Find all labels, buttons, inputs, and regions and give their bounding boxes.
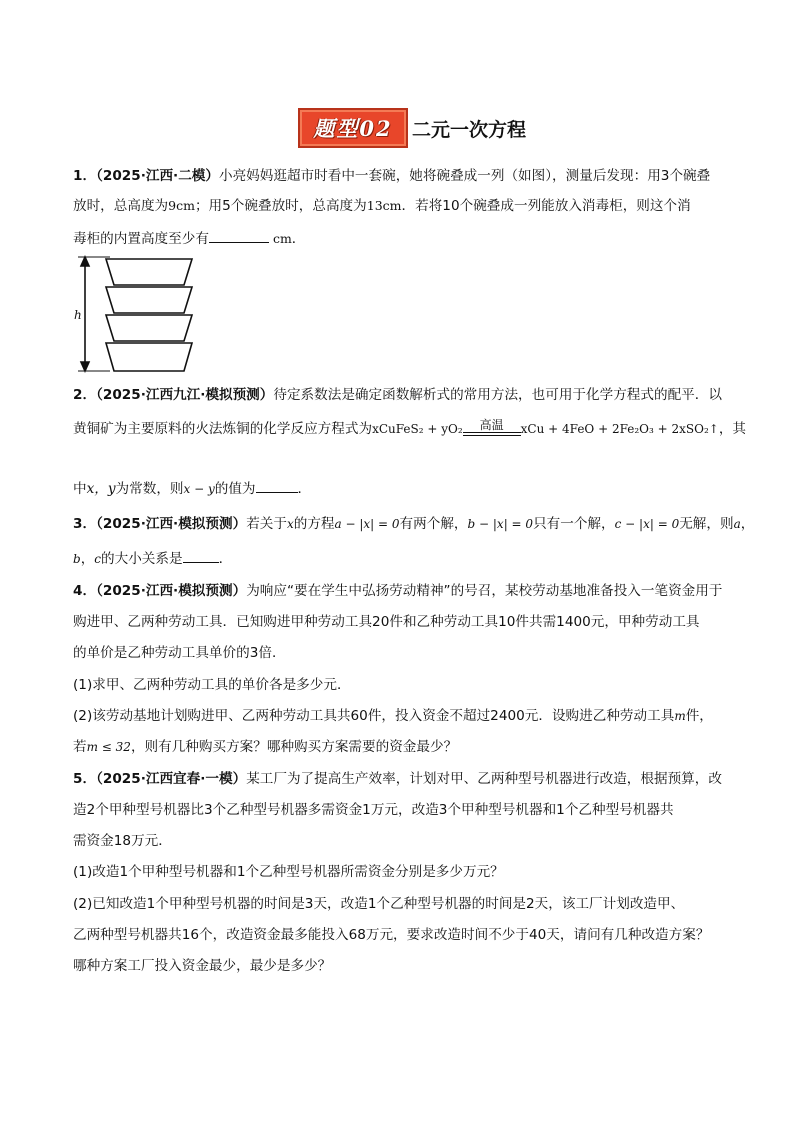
q4-line-3	[73, 643, 286, 663]
q2-reaction-condition: 高温	[479, 418, 504, 432]
q3-equation-b: b − |x| = 0	[467, 517, 534, 531]
q2-text-3a: 中	[73, 481, 87, 497]
q4-source: （2025·江西·模拟预测）	[96, 583, 247, 599]
height-arrow-top	[81, 257, 89, 266]
q2-line-3	[73, 478, 311, 499]
q3-text-2: 的方程	[293, 516, 335, 532]
height-arrow-bottom	[81, 362, 89, 371]
q1-text-3a: 毒柜的内置高度至少有	[73, 231, 209, 247]
q3-var-b: b	[73, 552, 81, 566]
height-label: h	[74, 308, 82, 322]
q5-part-2-line-3	[73, 956, 331, 976]
q3-number: 3．	[73, 516, 97, 532]
q4-part-1	[73, 675, 351, 695]
q1-line-2	[73, 196, 691, 216]
q4-part-1-text: (1)求甲、乙两种劳动工具的单价各是多少元．	[73, 677, 351, 693]
q2-text-3e: ．	[297, 481, 312, 497]
q3-text-6: ，	[740, 516, 755, 532]
q2-reaction-arrow	[463, 418, 521, 440]
q3-var-a: a	[733, 517, 741, 531]
title-text: 二元一次方程	[412, 118, 527, 141]
q5-line-3	[73, 831, 172, 851]
q3-line-1	[73, 514, 754, 534]
q1-value-2: 13cm	[366, 198, 402, 213]
q3-answer-blank[interactable]	[183, 548, 219, 563]
q5-part-1	[73, 862, 504, 882]
q2-text-3d: 的值为	[214, 481, 256, 497]
q3-text-1: 若关于	[246, 516, 287, 532]
q3-var-c: c	[94, 552, 102, 566]
q1-text-3b: ．	[291, 231, 306, 247]
q5-line-2	[73, 800, 674, 820]
q4-number: 4．	[73, 583, 97, 599]
q5-part-2-text-3: 哪种方案工厂投入资金最少，最少是多少？	[73, 958, 332, 974]
q5-part-1-text: (1)改造1个甲种型号机器和1个乙种型号机器所需资金分别是多少万元？	[73, 864, 504, 880]
q4-line-1	[73, 581, 722, 601]
q4-part-2	[73, 706, 713, 726]
q3-var-x: x	[286, 517, 294, 531]
q1-text-2a: 放时，总高度为	[73, 198, 169, 214]
q4-var-m: m	[674, 709, 686, 723]
q5-text-3: 需资金18万元．	[73, 833, 172, 849]
q2-text-3c: 为常数，则	[115, 481, 184, 497]
q5-text-2: 造2个甲种型号机器比3个乙种型号机器多需资金1万元，改造3个甲种型号机器和1个乙种型号机器共	[73, 802, 674, 818]
q4-line-2	[73, 612, 700, 632]
q3-text-4: 只有一个解，	[533, 516, 615, 532]
q2-equation-lhs: xCuFeS₂ + yO₂	[372, 422, 463, 436]
title-badge	[298, 108, 408, 148]
q5-number: 5．	[73, 771, 97, 787]
section-title	[298, 107, 526, 149]
q5-part-2-text-1: (2)已知改造1个甲种型号机器的时间是3天，改造1个乙种型号机器的时间是2天，该工厂计划改造甲、	[73, 896, 685, 912]
title-badge-text: 题型02	[313, 116, 393, 141]
q4-part-2-text-d: ，则有几种购买方案？哪种购买方案需要的资金最少？	[130, 739, 458, 755]
q3-text-3: 有两个解，	[399, 516, 468, 532]
q4-text-3: 的单价是乙种劳动工具单价的3倍．	[73, 645, 286, 661]
q1-text-2b: ；用5个碗叠放时，总高度为	[194, 198, 367, 214]
bowl-4	[106, 343, 192, 371]
q4-text-1: 为响应“要在学生中弘扬劳动精神”的号召，某校劳动基地准备投入一笔资金用于	[246, 583, 723, 599]
q1-text-2c: ．若将10个碗叠成一列能放入消毒柜，则这个消	[401, 198, 691, 214]
q5-part-2-line-2	[73, 925, 709, 945]
q1-text-1: 小亮妈妈逛超市时看中一套碗，她将碗叠成一列（如图），测量后发现：用3个碗叠	[219, 168, 711, 184]
q2-line-1	[73, 385, 722, 405]
q2-number: 2．	[73, 387, 97, 403]
q4-part-2-text-b: 件，	[685, 708, 713, 724]
q5-source: （2025·江西宜春·一模）	[96, 771, 247, 787]
q4-part-2-line-2	[73, 737, 457, 757]
q5-part-2	[73, 894, 684, 914]
q2-text-1: 待定系数法是确定函数解析式的常用方法，也可用于化学方程式的配平．以	[273, 387, 722, 403]
q1-number: 1．	[73, 168, 97, 184]
q4-condition: m ≤ 32	[86, 740, 131, 754]
q4-text-2: 购进甲、乙两种劳动工具．已知购进甲种劳动工具20件和乙种劳动工具10件共需1400元，甲种劳动工具	[73, 614, 700, 630]
q1-value-1: 9cm	[168, 198, 195, 213]
q4-part-2-text-a: (2)该劳动基地计划购进甲、乙两种劳动工具共60件，投入资金不超过2400元．设购进乙种劳动工具	[73, 708, 675, 724]
q2-answer-blank[interactable]	[256, 478, 298, 493]
q4-part-2-text-c: 若	[73, 739, 87, 755]
q2-source: （2025·江西九江·模拟预测）	[96, 387, 274, 403]
q2-expression: x − y	[183, 482, 215, 496]
q2-line-2	[73, 418, 746, 440]
bowl-1	[106, 259, 192, 285]
q1-line-1	[73, 166, 710, 186]
q1-source: （2025·江西·二模）	[96, 168, 219, 184]
q2-text-2b: ，其	[718, 421, 747, 437]
q1-line-3	[73, 228, 305, 249]
q3-equation-a: a − |x| = 0	[334, 517, 400, 531]
q3-source: （2025·江西·模拟预测）	[96, 516, 247, 532]
q5-part-2-text-2: 乙两种型号机器共16个，改造资金最多能投入68万元，要求改造时间不少于40天，请问有几种改造方案？	[73, 927, 710, 943]
bowl-2	[106, 287, 192, 313]
q3-text-5: 无解，则	[679, 516, 734, 532]
stacked-bowls-figure	[70, 255, 200, 375]
q1-unit: cm	[272, 231, 292, 246]
q2-double-bar	[463, 432, 521, 436]
q2-text-2a: 黄铜矿为主要原料的火法炼铜的化学反应方程式为	[73, 421, 373, 437]
q3-text-l2d: 的大小关系是	[101, 551, 183, 567]
q2-vars: x，y	[86, 481, 116, 497]
q5-line-1	[73, 769, 722, 789]
q3-text-l2e: ．	[218, 551, 233, 567]
q2-equation-rhs: xCu + 4FeO + 2Fe₂O₃ + 2xSO₂↑	[520, 422, 719, 436]
bowl-3	[106, 315, 192, 341]
q3-equation-c: c − |x| = 0	[614, 517, 680, 531]
q5-text-1: 某工厂为了提高生产效率，计划对甲、乙两种型号机器进行改造，根据预算，改	[246, 771, 722, 787]
q3-text-l2b: ，	[80, 551, 95, 567]
q1-answer-blank[interactable]	[209, 228, 269, 243]
q3-line-2	[73, 548, 232, 569]
